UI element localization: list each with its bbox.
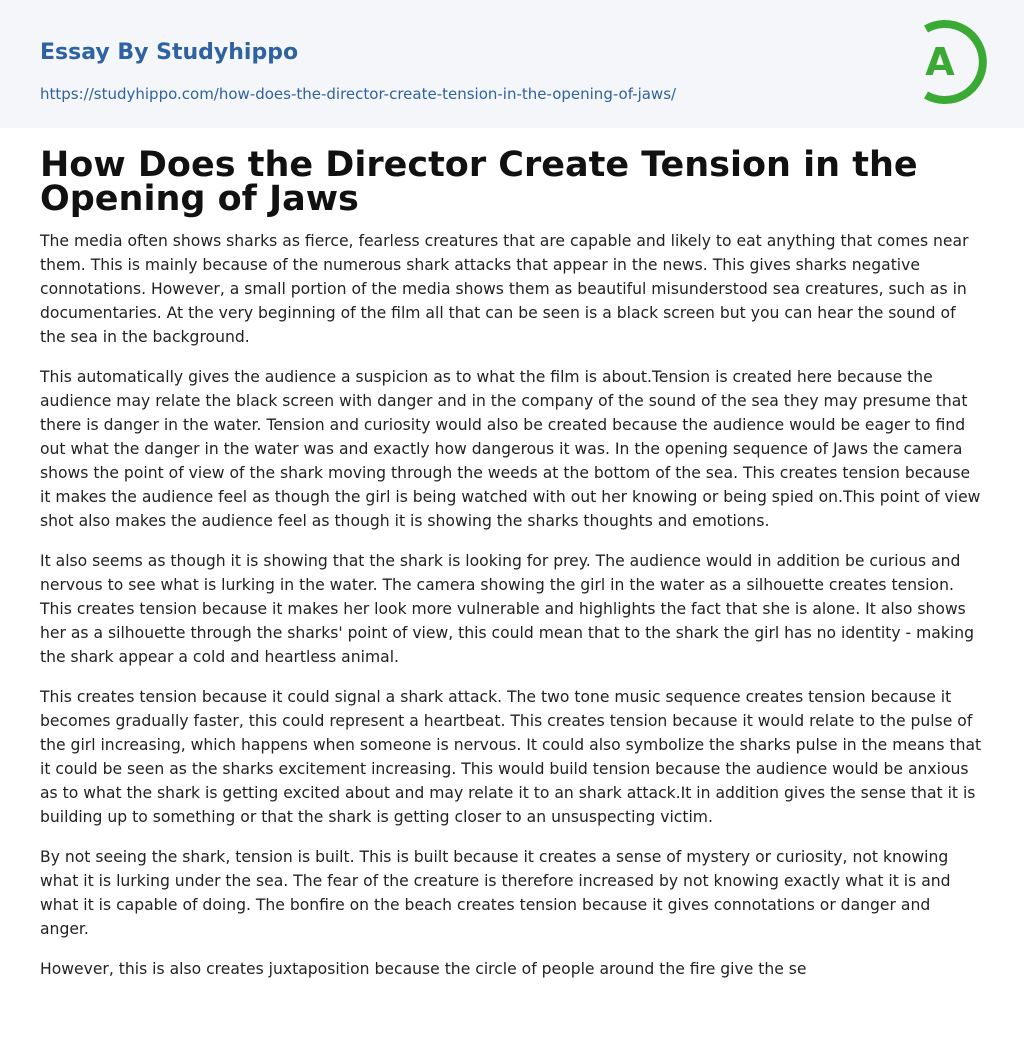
- studyhippo-logo-icon[interactable]: [904, 17, 990, 107]
- article-body: [0, 128, 1024, 981]
- brand-title[interactable]: Essay By Studyhippo: [40, 40, 299, 65]
- article-paragraph: This creates tension because it could signal a shark attack. The two tone music sequence creates tension because it becomes gradually faster, this could represent a heartbeat. This creates tension because it would relate to the pulse of the girl increasing, which happens when someone is nervous. It could also symbolize the sharks pulse in the means that it could be seen as the sharks excitement increasing. This would build tension because the audience would be anxious as to what the shark is getting excited about and may relate it to an shark attack.It in addition gives the sense that it is building up to something or that the shark is getting closer to an unsuspecting victim.: [40, 688, 982, 826]
- article-paragraph: By not seeing the shark, tension is built. This is built because it creates a sense of mystery or curiosity, not knowing what it is lurking under the sea. The fear of the creature is therefore increased by not knowing exactly what it is and what it is capable of doing. The bonfire on the beach creates tension because it gives connotations or danger and anger.: [40, 848, 951, 938]
- article-title: How Does the Director Create Tension in the Opening of Jaws: [40, 145, 918, 219]
- logo-letter: A: [925, 40, 955, 84]
- article-paragraph: However, this is also creates juxtaposition because the circle of people around the fire give the se: [40, 960, 807, 978]
- article-paragraph: The media often shows sharks as fierce, fearless creatures that are capable and likely to eat anything that comes near them. This is mainly because of the numerous shark attacks that appear in the news. This gives sharks negative connotations. However, a small portion of the media shows them as beautiful misunderstood sea creatures, such as in documentaries. At the very beginning of the film all that can be seen is a black screen but you can hear the sound of the sea in the background.: [40, 232, 969, 346]
- article-paragraph: This automatically gives the audience a suspicion as to what the film is about.Tension is created here because the audience may relate the black screen with danger and in the company of the sound of the sea they may presume that there is danger in the water. Tension and curiosity would also be created because the audience would be eager to find out what the danger in the water was and exactly how dangerous it was. In the opening sequence of Jaws the camera shows the point of view of the shark moving through the weeds at the bottom of the sea. This creates tension because it makes the audience feel as though the girl is being watched with out her knowing or being spied on.This point of view shot also makes the audience feel as though it is showing the sharks thoughts and emotions.: [40, 368, 981, 530]
- page-url-link[interactable]: https://studyhippo.com/how-does-the-director-create-tension-in-the-opening-of-jaws/: [40, 85, 677, 103]
- site-header: [0, 0, 1024, 128]
- article-paragraph: It also seems as though it is showing that the shark is looking for prey. The audience would in addition be curious and nervous to see what is lurking in the water. The camera showing the girl in the water as a silhouette creates tension. This creates tension because it makes her look more vulnerable and highlights the fact that she is alone. It also shows her as a silhouette through the sharks' point of view, this could mean that to the shark the girl has no identity - making the shark appear a cold and heartless animal.: [40, 552, 974, 666]
